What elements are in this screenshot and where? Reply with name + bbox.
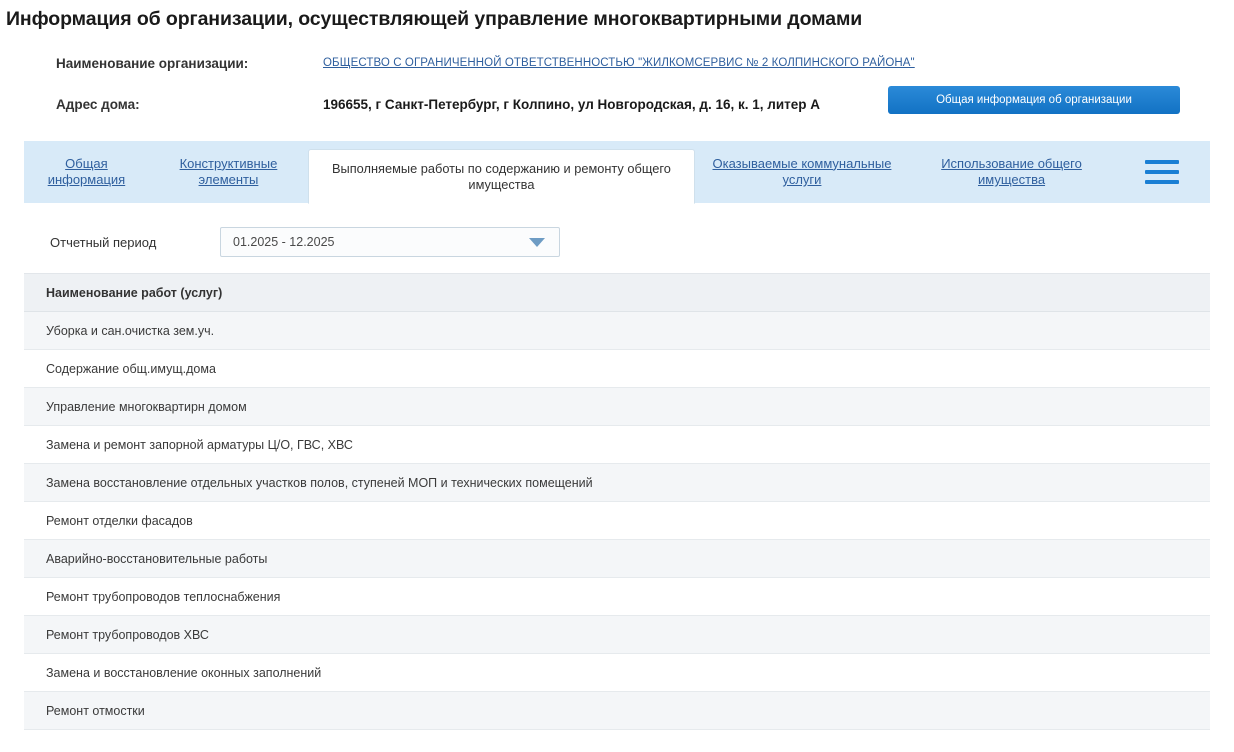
cell-work-name: Замена и ремонт запорной арматуры Ц/О, ГВС, ХВС [46, 437, 353, 452]
table-row[interactable] [24, 350, 1210, 388]
table-row[interactable] [24, 388, 1210, 426]
organization-name-link[interactable]: ОБЩЕСТВО С ОГРАНИЧЕННОЙ ОТВЕТСТВЕННОСТЬЮ "ЖИЛКОМСЕРВИС № 2 КОЛПИНСКОГО РАЙОНА" [323, 57, 915, 69]
table-row[interactable] [24, 502, 1210, 540]
organization-name-row [56, 47, 1234, 79]
reporting-period-label: Отчетный период [50, 234, 157, 250]
reporting-period-filter [24, 225, 1234, 259]
column-header-work-name: Наименование работ (услуг) [46, 285, 223, 300]
cell-work-name: Ремонт трубопроводов теплоснабжения [46, 589, 281, 604]
cell-work-name: Ремонт отмостки [46, 703, 145, 718]
cell-work-name: Замена восстановление отдельных участков полов, ступеней МОП и технических помещений [46, 475, 593, 490]
tabs-bar [24, 141, 1210, 203]
organization-general-info-button[interactable]: Общая информация об организации [888, 86, 1180, 114]
reporting-period-select[interactable] [220, 227, 560, 257]
tab-maintenance-works[interactable]: Выполняемые работы по содержанию и ремонту общего имущества [308, 149, 695, 204]
house-address-label: Адрес дома: [56, 96, 140, 112]
chevron-down-icon [529, 238, 545, 247]
reporting-period-value: 01.2025 - 12.2025 [233, 235, 335, 249]
organization-name-label: Наименование организации: [56, 55, 249, 71]
table-row[interactable] [24, 654, 1210, 692]
table-header-row [24, 274, 1210, 312]
cell-work-name: Ремонт отделки фасадов [46, 513, 193, 528]
cell-work-name: Уборка и сан.очистка зем.уч. [46, 323, 215, 338]
cell-work-name: Ремонт трубопроводов ХВС [46, 627, 209, 642]
tab-common-property-usage[interactable]: Использование общего имущества [941, 155, 1082, 187]
burger-icon [1145, 160, 1179, 184]
tab-structural-elements[interactable]: Конструктивные элементы [179, 155, 278, 187]
table-row[interactable] [24, 616, 1210, 654]
tabs-menu-button[interactable] [1114, 141, 1210, 203]
table-row[interactable] [24, 464, 1210, 502]
cell-work-name: Управление многоквартирн домом [46, 399, 247, 414]
tab-general-information[interactable]: Общая информация [47, 155, 126, 187]
works-table [24, 273, 1210, 730]
house-address-value: 196655, г Санкт-Петербург, г Колпино, ул Новгородская, д. 16, к. 1, литер А [323, 96, 820, 112]
cell-work-name: Содержание общ.имущ.дома [46, 361, 216, 376]
table-row[interactable] [24, 692, 1210, 730]
table-row[interactable] [24, 578, 1210, 616]
table-row[interactable] [24, 426, 1210, 464]
table-row[interactable] [24, 540, 1210, 578]
cell-work-name: Замена и восстановление оконных заполнений [46, 665, 322, 680]
page-title: Информация об организации, осуществляющей управление многоквартирными домами [6, 8, 863, 30]
table-row[interactable] [24, 312, 1210, 350]
cell-work-name: Аварийно-восстановительные работы [46, 551, 268, 566]
tab-utility-services[interactable]: Оказываемые коммунальные услуги [712, 155, 892, 187]
